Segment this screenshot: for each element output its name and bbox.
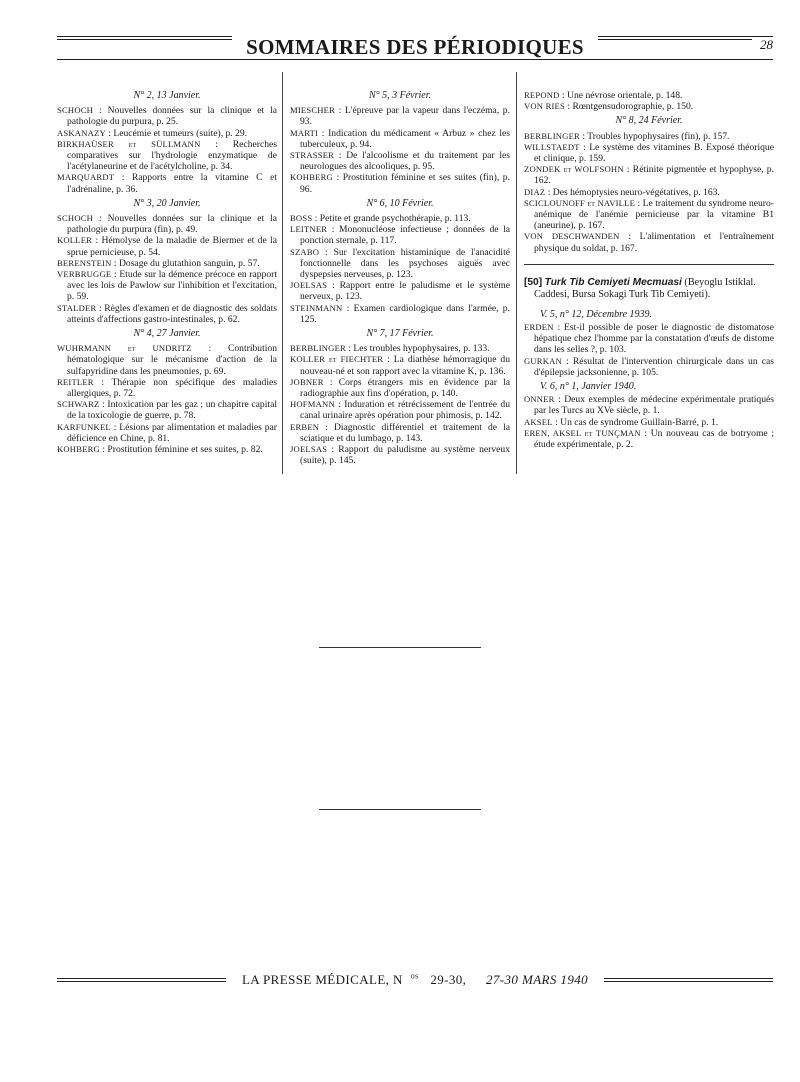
article-title: : Prostitution féminine et ses suites, p. 82.: [99, 444, 263, 456]
article-author: REITLER: [57, 376, 94, 387]
footer-date: 27-30 MARS 1940: [478, 972, 596, 987]
article-entry: [290, 224, 510, 246]
article-title: : Un cas de syndrome Guillain-Barré, p. 1.: [552, 416, 719, 428]
article-title: : Rapport entre le paludisme et le système nerveux, p. 123.: [300, 280, 510, 303]
article-author: KOHBERG: [290, 172, 333, 183]
article-entry: [524, 417, 774, 428]
article-entry: [524, 164, 774, 186]
article-title: : Sur l'excitation histaminique de l'anacidité fonctionnelle dans les psychoses aiguës avec dyspepsies nerveuses, p. 123.: [300, 246, 510, 281]
journal-heading: [524, 277, 774, 301]
article-entry: [57, 139, 277, 173]
article-author: STALDER: [57, 302, 97, 313]
article-author: ERDEN: [524, 322, 554, 333]
article-entry: [524, 198, 774, 232]
article-entry: [290, 303, 510, 325]
article-entry: [57, 444, 277, 455]
page-footer: [57, 972, 773, 992]
article-title: : Le système des vitamines B. Exposé théorique et clinique, p. 159.: [534, 141, 774, 165]
article-title: : Rœntgensudorographie, p. 150.: [565, 101, 694, 113]
article-title: : Une névrose orientale, p. 148.: [559, 90, 683, 101]
article-entry: [290, 105, 510, 127]
article-author: EREN, AKSEL et TUNÇMAN: [524, 427, 641, 438]
article-entry: [524, 231, 774, 253]
column-3-bottom: [524, 309, 774, 450]
article-title: : Rétinite pigmentée et hypophyse, p. 162.: [534, 164, 774, 187]
issue-heading: N° 4, 27 Janvier.: [133, 328, 201, 340]
article-title: : Rapports entre la vitamine C et l'adrénaline, p. 36.: [67, 172, 277, 195]
article-author: AKSEL: [524, 416, 553, 427]
article-title: : Etude sur la démence précoce en rapport avec les lois de Pawlow sur l'inhibition et l'excitation, p. 59.: [67, 269, 277, 303]
article-title: : Hémolyse de la maladie de Biermer et de la sprue pernicieuse, p. 54.: [67, 235, 277, 258]
article-title: : Des hémoptysies neuro-végétatives, p. 163.: [545, 186, 720, 198]
article-entry: [57, 213, 277, 235]
article-author: DIAZ: [524, 186, 546, 197]
journal-number: [50]: [524, 276, 543, 288]
article-title: : Contribution hématologique sur le mécanisme d'action de la sulfapyridine dans les pneumonies, p. 69.: [67, 343, 277, 377]
article-author: SCHWARZ: [57, 399, 100, 410]
section-divider: [524, 264, 774, 265]
article-author: JOBNER: [290, 376, 324, 387]
article-author: KARFUNKEL: [57, 421, 111, 432]
article-title: : Résultat de l'intervention chirurgicale dans un cas d'épilepsie jacksonienne, p. 105.: [534, 355, 774, 378]
article-title: : Les troubles hypophysaires, p. 133.: [345, 343, 490, 355]
column-3: [524, 90, 774, 450]
article-title: : Dosage du glutathion sanguin, p. 57.: [111, 257, 260, 269]
column-3-top: [524, 90, 774, 254]
article-entry: [57, 377, 277, 399]
article-author: JOELSAS: [290, 280, 328, 291]
article-author: SCHOCH: [57, 213, 94, 224]
article-entry: [57, 422, 277, 444]
footer-text: [57, 972, 773, 988]
article-title: : Corps étrangers mis en évidence par la radiographie aux fins d'opération, p. 140.: [300, 376, 510, 400]
issue-heading: N° 7, 17 Février.: [366, 328, 434, 340]
article-entry: [524, 187, 774, 198]
article-entry: [57, 128, 277, 139]
article-title: : Mononucléose infectieuse ; données de la ponction sternale, p. 117.: [300, 224, 510, 247]
article-author: BOSS: [290, 213, 313, 224]
article-title: : Est-il possible de poser le diagnostic de distomatose hépatique chez l'homme par la constatation d'œufs de distome dans les selles ?, p. 103.: [534, 322, 774, 356]
center-rule: [319, 809, 481, 810]
article-title: : Petite et grande psychothérapie, p. 113.: [312, 213, 471, 225]
article-author: VERBRUGGE: [57, 269, 112, 280]
article-title: : Diagnostic différentiel et traitement de la sciatique et du lumbago, p. 143.: [300, 421, 510, 444]
article-entry: [524, 142, 774, 164]
article-author: WUHRMANN et UNDRITZ: [57, 343, 192, 354]
article-entry: [290, 422, 510, 444]
article-entry: [290, 247, 510, 281]
article-author: WILLSTAEDT: [524, 141, 580, 152]
article-author: BERBLINGER: [524, 130, 580, 141]
article-author: KOHBERG: [57, 444, 100, 455]
article-author: STEINMANN: [290, 302, 343, 313]
article-author: VON RIES: [524, 101, 565, 112]
article-title: : La diathèse hémorragique du nouveau-né et son rapport avec la vitamine K, p. 136.: [300, 354, 510, 377]
article-entry: [524, 90, 774, 101]
article-title: : Règles d'examen et de diagnostic des soldats atteints d'affections gastro-intestinales, p. 62.: [67, 302, 277, 325]
article-entry: [524, 394, 774, 416]
article-author: SCICLOUNOFF et NAVILLE: [524, 197, 636, 208]
footer-issue: 29-30,: [419, 972, 478, 987]
article-title: : Nouvelles données sur la clinique et la pathologie du purpura, p. 25.: [67, 105, 277, 128]
column-2: [290, 90, 510, 467]
article-entry: [524, 428, 774, 450]
issue-heading: N° 5, 3 Février.: [368, 90, 432, 101]
journal-address: (Beyoglu Istiklal. Caddesi, Bursa Sokagi Turk Tib Cemiyeti).: [534, 276, 756, 300]
article-author: ONNER: [524, 394, 555, 405]
article-author: REPOND: [524, 90, 560, 100]
article-author: BERENSTEIN: [57, 257, 112, 268]
article-entry: [290, 444, 510, 466]
article-entry: [290, 172, 510, 194]
article-author: VON DESCHWANDEN: [524, 231, 620, 242]
article-author: GURKAN: [524, 355, 562, 366]
article-entry: [290, 150, 510, 172]
article-title: : Thérapie non spécifique des maladies allergiques, p. 72.: [67, 376, 277, 400]
article-author: JOELSAS: [290, 444, 328, 455]
article-author: MARQUARDT: [57, 172, 115, 183]
article-title: : Un nouveau cas de botryome ; étude expérimentale, p. 2.: [534, 427, 775, 451]
article-author: BERBLINGER: [290, 343, 346, 354]
article-entry: [290, 213, 510, 224]
issue-heading: N° 6, 10 Février.: [366, 197, 434, 209]
article-title: : De l'alcoolisme et du traitement par les neurologues des alcooliques, p. 95.: [300, 150, 510, 173]
column-divider: [282, 72, 283, 474]
article-title: : Lésions par alimentation et maladies par déficience en Chine, p. 81.: [67, 421, 277, 444]
article-author: ERBEN: [290, 421, 320, 432]
page-header: [57, 28, 773, 68]
issue-heading: N° 8, 24 Février.: [615, 115, 683, 127]
article-entry: [57, 343, 277, 377]
article-title: : Indication du médicament « Arbuz » chez les tuberculeux, p. 94.: [300, 127, 510, 150]
column-1: [57, 90, 277, 455]
article-author: LEITNER: [290, 224, 328, 235]
page-title: SOMMAIRES DES PÉRIODIQUES: [57, 35, 773, 60]
page-number: 28: [752, 37, 773, 53]
article-author: HOFMANN: [290, 399, 335, 410]
article-author: SCHOCH: [57, 105, 94, 116]
article-entry: [290, 377, 510, 399]
article-author: STRASSER: [290, 150, 335, 161]
article-title: : Leucémie et tumeurs (suite), p. 29.: [105, 127, 248, 139]
article-title: : Prostitution féminine et ses suites (fin), p. 96.: [300, 172, 510, 195]
article-author: MIESCHER: [290, 105, 336, 116]
article-entry: [57, 399, 277, 421]
article-author: ASKANAZY: [57, 127, 106, 138]
article-title: : Nouvelles données sur la clinique et la pathologie du purpura (fin), p. 49.: [67, 213, 277, 236]
article-title: : Examen cardiologique dans l'armée, p. 125.: [300, 302, 510, 325]
article-author: ZONDEK et WOLFSOHN: [524, 164, 624, 175]
article-entry: [524, 131, 774, 142]
article-entry: [57, 303, 277, 325]
article-title: : L'alimentation et l'entraînement physique du soldat, p. 167.: [534, 231, 774, 254]
article-entry: [524, 101, 774, 112]
center-rule: [319, 647, 481, 648]
article-title: : Rapport du paludisme au système nerveux (suite), p. 145.: [300, 444, 510, 467]
article-title: : L'épreuve par la vapeur dans l'eczéma, p. 93.: [300, 105, 510, 128]
article-title: : Recherches comparatives sur l'hydrologie enzymatique de l'acétylaneurine et de l'acétylcholine, p. 34.: [67, 138, 277, 173]
column-divider: [516, 72, 517, 474]
article-author: SZABO: [290, 246, 320, 257]
article-entry: [57, 269, 277, 303]
article-entry: [524, 356, 774, 378]
article-entry: [57, 172, 277, 194]
volume-heading: V. 6, n° 1, Janvier 1940.: [540, 381, 637, 393]
article-title: : Induration et rétrécissement de l'entrée du canal urinaire après opération pour phimosis, p. 142.: [300, 399, 510, 422]
issue-heading: N° 2, 13 Janvier.: [133, 90, 201, 101]
article-entry: [57, 105, 277, 127]
article-title: : Intoxication par les gaz ; un chapitre capital de la toxicologie de guerre, p. 78.: [67, 399, 277, 422]
article-entry: [57, 258, 277, 269]
article-author: BIRKHAÜSER et SÜLLMANN: [57, 138, 201, 149]
article-entry: [524, 322, 774, 356]
article-entry: [290, 399, 510, 421]
article-author: KOLLER et FIECHTER: [290, 354, 384, 365]
article-author: KOLLER: [57, 235, 93, 246]
footer-journal: LA PRESSE MÉDICALE, N: [234, 972, 411, 987]
issue-heading: N° 3, 20 Janvier.: [133, 197, 201, 209]
volume-heading: V. 5, n° 12, Décembre 1939.: [540, 308, 653, 320]
article-entry: [290, 343, 510, 354]
article-title: : Le traitement du syndrome neuro-anémique de l'anémie pernicieuse par la vitamine B1 (aneurine), p. 167.: [534, 197, 774, 232]
footer-os: os: [410, 972, 419, 981]
article-title: : Troubles hypophysaires (fin), p. 157.: [579, 130, 730, 142]
article-entry: [290, 354, 510, 376]
article-entry: [290, 280, 510, 302]
journal-title: Turk Tib Cemiyeti Mecmuasi: [544, 276, 682, 288]
article-entry: [290, 128, 510, 150]
article-author: MARTI: [290, 127, 319, 138]
article-title: : Deux exemples de médecine expérimentale pratiqués par les Turcs au XVe siècle, p. 1.: [534, 394, 774, 417]
article-entry: [57, 235, 277, 257]
